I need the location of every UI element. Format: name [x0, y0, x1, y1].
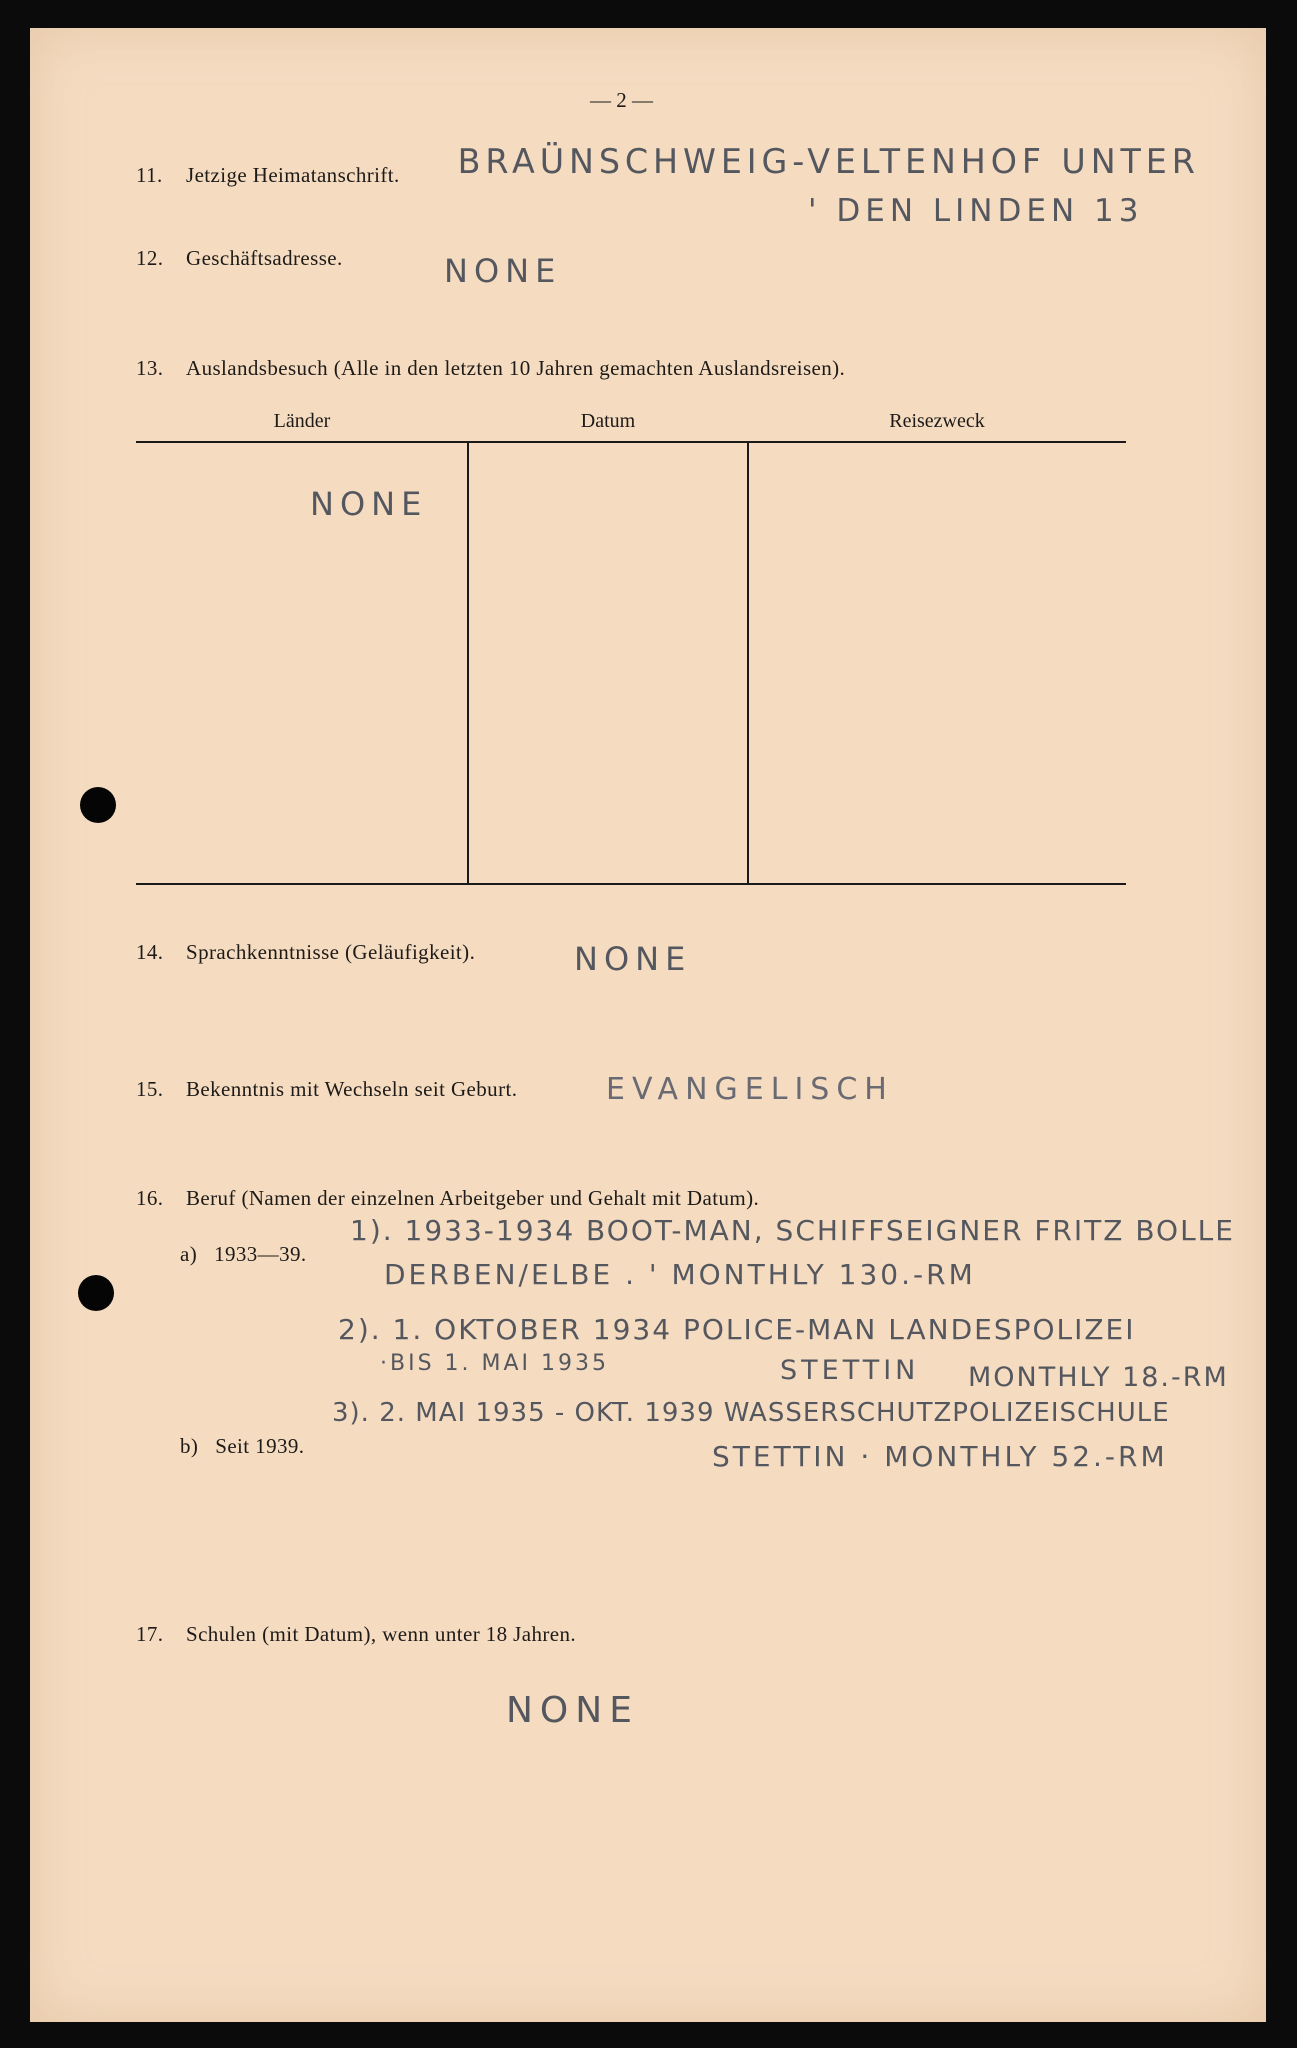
- question-label: Sprachkenntnisse (Geläufigkeit).: [186, 940, 476, 964]
- question-number: 11.: [136, 163, 163, 187]
- answer-16-line5: STETTIN: [780, 1355, 920, 1386]
- punch-hole-bottom: [78, 1275, 114, 1311]
- answer-16-line3: 2). 1. OKTOBER 1934 POLICE-MAN LANDESPOLIZEI: [338, 1313, 1136, 1346]
- answer-17: NONE: [506, 1690, 639, 1731]
- question-13: [136, 356, 845, 381]
- question-number: 15.: [136, 1077, 164, 1101]
- column-header-datum: Datum: [580, 410, 636, 432]
- question-number: 13.: [136, 356, 164, 380]
- question-label: Schulen (mit Datum), wenn unter 18 Jahren.: [186, 1622, 577, 1646]
- page-number: — 2 —: [590, 88, 653, 112]
- column-header-reisezweck: Reisezweck: [889, 410, 985, 432]
- question-number: 16.: [136, 1186, 164, 1210]
- question-number: 17.: [136, 1622, 164, 1646]
- question-label: Geschäftsadresse.: [186, 246, 343, 270]
- answer-11-line2: ' DEN LINDEN 13: [808, 193, 1144, 229]
- answer-16-line7: 3). 2. MAI 1935 - OKT. 1939 WASSERSCHUTZPOLIZEISCHULE: [332, 1398, 1170, 1428]
- answer-14: NONE: [574, 940, 692, 978]
- question-16-b: [180, 1434, 304, 1459]
- question-16: [136, 1186, 759, 1211]
- question-15: [136, 1077, 517, 1102]
- period-a: 1933—39.: [214, 1242, 307, 1266]
- question-label: Jetzige Heimatanschrift.: [186, 163, 400, 187]
- table-column-divider-2: [747, 443, 749, 883]
- question-label: Bekenntnis mit Wechseln seit Geburt.: [186, 1077, 518, 1101]
- answer-11-line1: BRAÜNSCHWEIG-VELTENHOF UNTER: [457, 142, 1200, 182]
- period-b: Seit 1939.: [215, 1434, 305, 1458]
- question-number: 12.: [136, 246, 164, 270]
- document-page: [30, 28, 1266, 2022]
- answer-16-line6: MONTHLY 18.-RM: [968, 1362, 1229, 1393]
- punch-hole-top: [80, 787, 116, 823]
- question-number: 14.: [136, 940, 164, 964]
- answer-15: EVANGELISCH: [606, 1072, 894, 1107]
- answer-16-line1: 1). 1933-1934 BOOT-MAN, SCHIFFSEIGNER FRITZ BOLLE: [350, 1214, 1235, 1247]
- answer-12: NONE: [444, 252, 562, 290]
- sub-label-a: a): [180, 1242, 198, 1266]
- answer-13: NONE: [310, 485, 428, 523]
- answer-16-line4: ·BIS 1. MAI 1935: [380, 1351, 610, 1376]
- answer-16-line2: DERBEN/ELBE . ' MONTHLY 130.-RM: [384, 1258, 976, 1291]
- table-column-divider-1: [467, 443, 469, 883]
- question-12: [136, 246, 343, 271]
- answer-16-line8: STETTIN · MONTHLY 52.-RM: [712, 1440, 1168, 1473]
- question-16-a: [180, 1242, 307, 1267]
- question-17: [136, 1622, 576, 1647]
- column-header-laender: Länder: [273, 410, 331, 432]
- sub-label-b: b): [180, 1434, 199, 1458]
- question-14: [136, 940, 475, 965]
- question-label: Beruf (Namen der einzelnen Arbeitgeber und Gehalt mit Datum).: [186, 1186, 760, 1210]
- table-bottom-rule: [136, 883, 1126, 885]
- question-11: [136, 163, 400, 188]
- question-label: Auslandsbesuch (Alle in den letzten 10 Jahren gemachten Auslandsreisen).: [186, 356, 846, 380]
- table-top-rule: [136, 441, 1126, 443]
